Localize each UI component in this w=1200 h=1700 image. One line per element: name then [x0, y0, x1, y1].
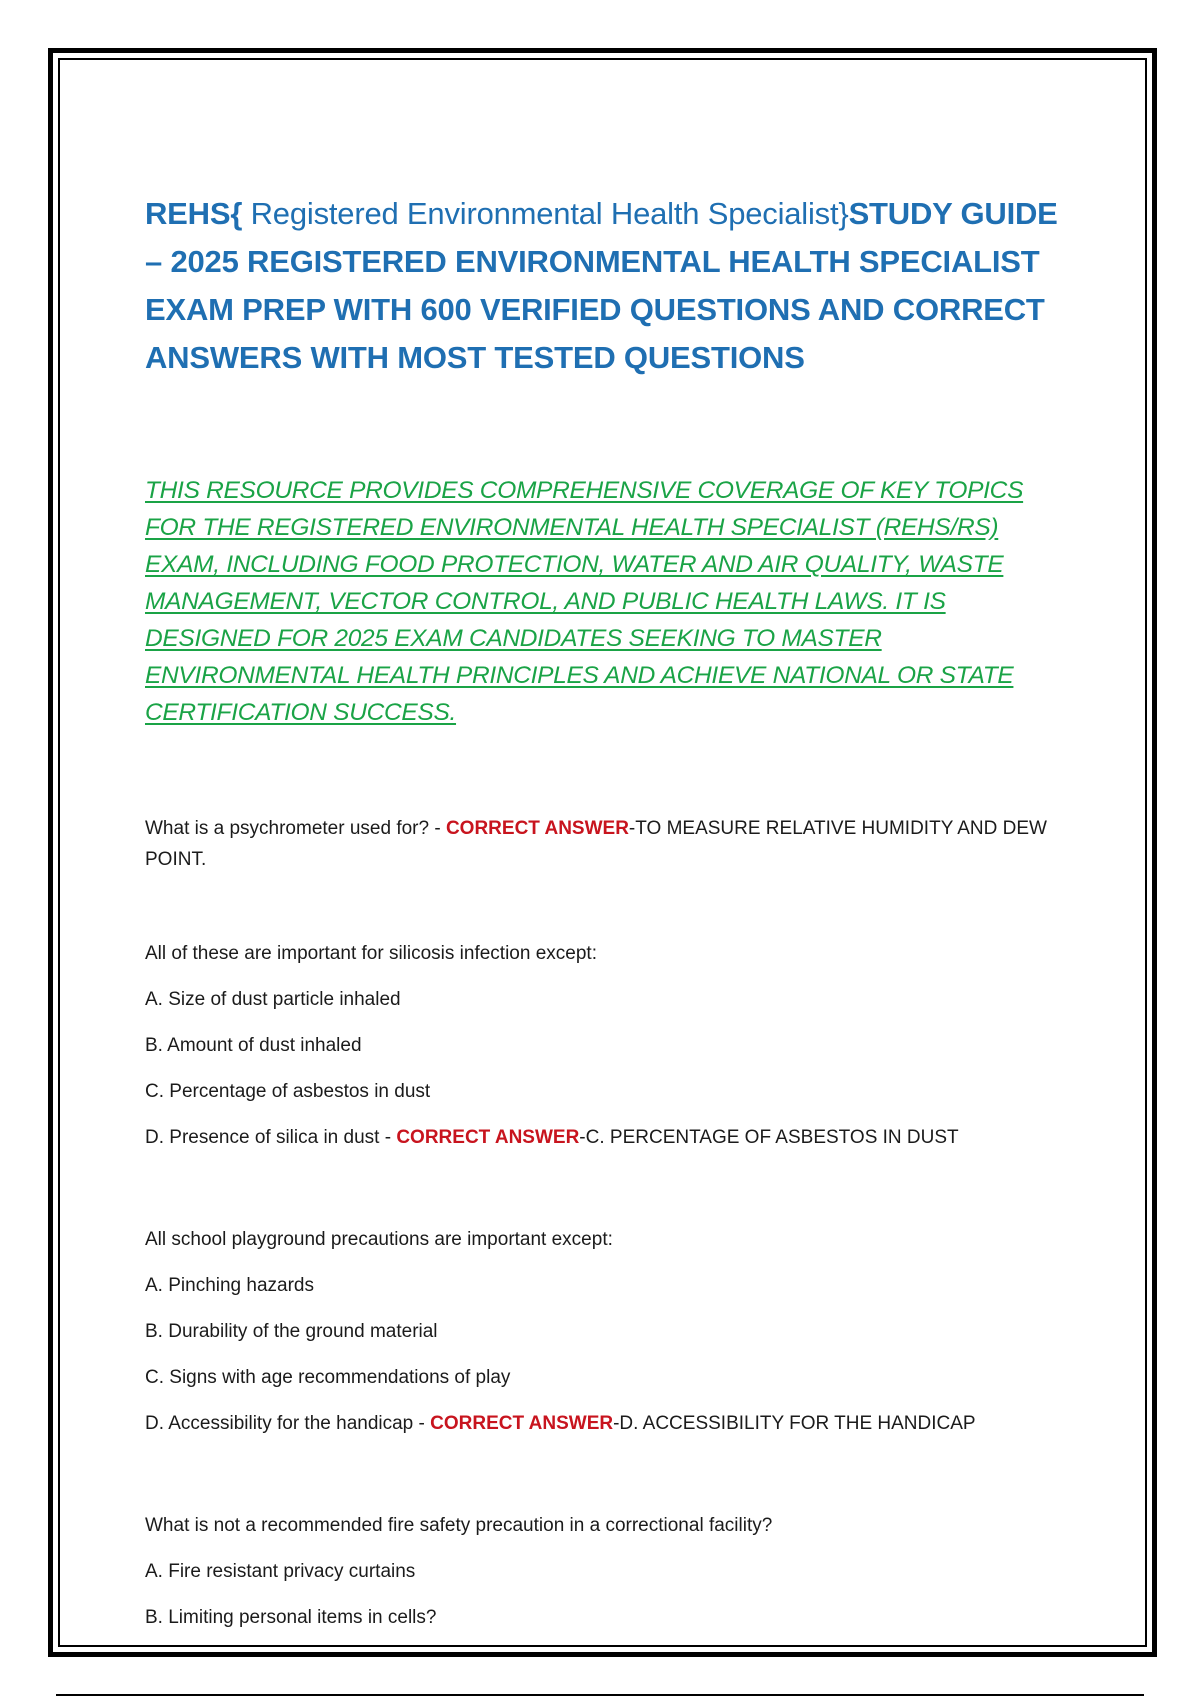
correct-answer-label: CORRECT ANSWER	[396, 1127, 580, 1148]
question-3-option-c: C. Signs with age recommendations of play	[145, 1367, 511, 1388]
intro-paragraph: THIS RESOURCE PROVIDES COMPREHENSIVE COVERAGE OF KEY TOPICS FOR THE REGISTERED ENVIRONMENTAL HEALTH SPECIALIST (REHS/RS) EXAM, INCLUDING FOOD PROTECTION, WATER AND AIR QUALITY, WASTE MANAGEMENT, VECTOR CONTROL, AND PUBLIC HEALTH LAWS. IT IS DESIGNED FOR 2025 EXAM CANDIDATES SEEKING TO MASTER ENVIRONMENTAL HEALTH PRINCIPLES AND ACHIEVE NATIONAL OR STATE CERTIFICATION SUCCESS.	[145, 477, 1024, 726]
question-3-option-b: B. Durability of the ground material	[145, 1321, 438, 1342]
question-4-text: What is not a recommended fire safety precaution in a correctional facility?	[145, 1515, 773, 1536]
question-2-answer: -C. PERCENTAGE OF ASBESTOS IN DUST	[579, 1127, 959, 1148]
question-block-1	[145, 813, 1065, 875]
question-3-option-a: A. Pinching hazards	[145, 1275, 314, 1296]
question-4-option-b: B. Limiting personal items in cells?	[145, 1607, 437, 1628]
question-block-4	[145, 1503, 1065, 1641]
question-2-option-d	[145, 1115, 1065, 1161]
title-acronym: REHS{	[145, 196, 251, 231]
question-3-answer: -D. ACCESSIBILITY FOR THE HANDICAP	[613, 1413, 976, 1434]
question-1	[145, 813, 1065, 875]
question-2-option-c: C. Percentage of asbestos in dust	[145, 1081, 431, 1102]
question-block-2	[145, 931, 1065, 1161]
question-1-answer: -TO MEASURE RELATIVE HUMIDITY AND DEW POINT.	[145, 818, 1047, 870]
document-content	[145, 190, 1065, 1641]
question-2-option-b: B. Amount of dust inhaled	[145, 1035, 362, 1056]
document-title	[145, 190, 1065, 382]
title-main: STUDY GUIDE – 2025 REGISTERED ENVIRONMENTAL HEALTH SPECIALIST EXAM PREP WITH 600 VERIFIED QUESTIONS AND CORRECT ANSWERS WITH MOST TESTED QUESTIONS	[145, 196, 1058, 375]
question-block-3	[145, 1217, 1065, 1447]
question-1-text: What is a psychrometer used for? -	[145, 818, 446, 839]
question-4-option-a: A. Fire resistant privacy curtains	[145, 1561, 416, 1582]
question-3-option-d-text: D. Accessibility for the handicap -	[145, 1413, 431, 1434]
question-2-option-a: A. Size of dust particle inhaled	[145, 989, 401, 1010]
correct-answer-label: CORRECT ANSWER	[430, 1413, 614, 1434]
title-fullname: Registered Environmental Health Specialist}	[250, 196, 849, 231]
correct-answer-label: CORRECT ANSWER	[445, 818, 629, 839]
next-page-top-rule	[56, 1694, 1144, 1696]
question-3-text: All school playground precautions are important except:	[145, 1229, 613, 1250]
question-2-option-d-text: D. Presence of silica in dust -	[145, 1127, 397, 1148]
question-2-text: All of these are important for silicosis infection except:	[145, 943, 597, 964]
question-3-option-d	[145, 1401, 1065, 1447]
